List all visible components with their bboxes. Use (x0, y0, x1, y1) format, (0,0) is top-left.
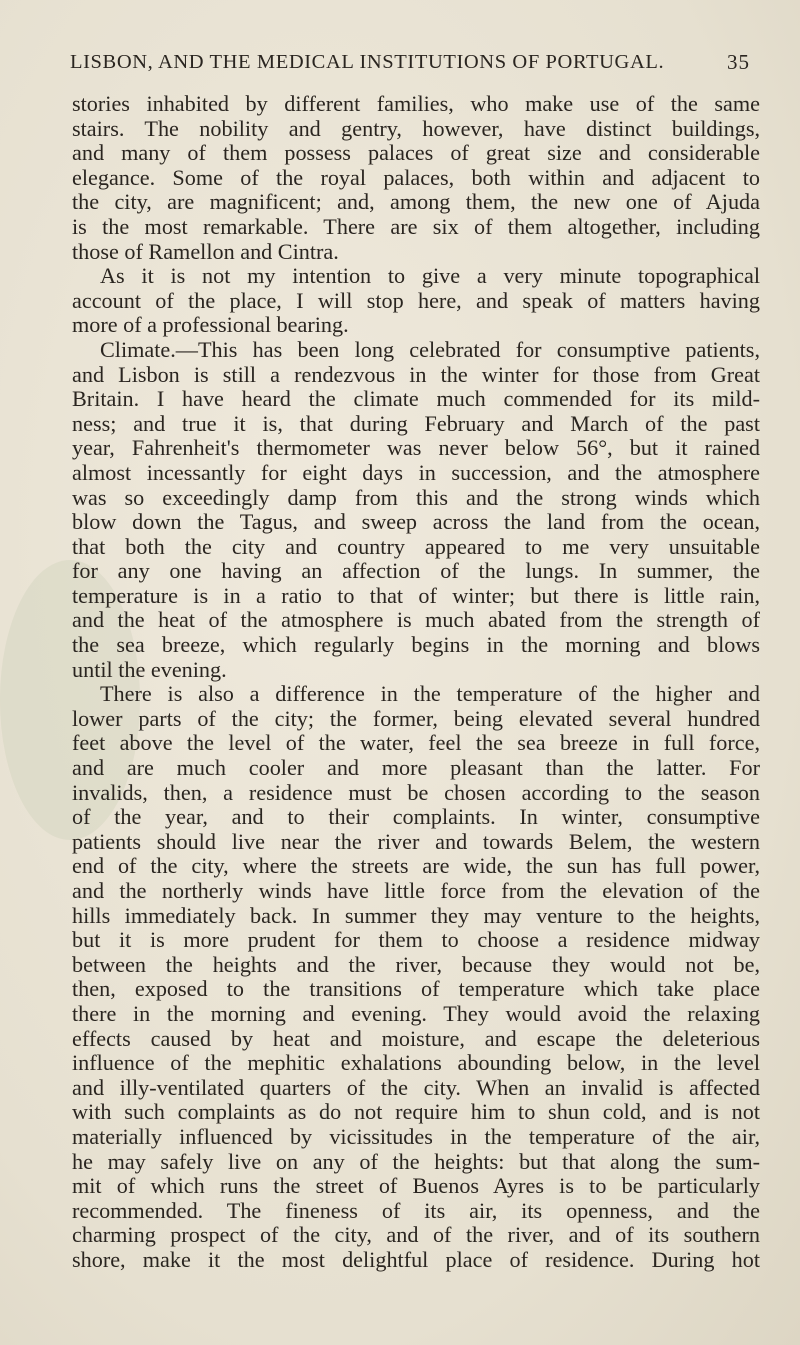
text-line: As it is not my intention to give a very minute topographical (100, 264, 760, 289)
text-line: materially influenced by vicissitudes in the temperature of the air, (72, 1124, 760, 1149)
text-line: patients should live near the river and towards Belem, the western (72, 829, 760, 854)
running-header (70, 44, 750, 80)
text-line: those of Ramellon and Cintra. (72, 239, 339, 264)
text-line: he may safely live on any of the heights: but that along the sum- (72, 1149, 760, 1174)
text-line: the sea breeze, which regularly begins in the morning and blows (72, 633, 760, 658)
text-line: year, Fahrenheit's thermometer was never below 56°, but it rained (72, 436, 760, 461)
text-line: more of a professional bearing. (72, 313, 349, 338)
text-line: influence of the mephitic exhalations abounding below, in the level (72, 1051, 760, 1076)
body-text (72, 92, 760, 1273)
text-line: between the heights and the river, because they would not be, (72, 952, 760, 977)
text-line: effects caused by heat and moisture, and escape the deleterious (72, 1026, 760, 1051)
text-line: the city, are magnificent; and, among them, the new one of Ajuda (72, 190, 760, 215)
text-line: lower parts of the city; the former, being elevated several hundred (72, 706, 760, 731)
text-line: and are much cooler and more pleasant than the latter. For (72, 756, 760, 781)
text-line: stairs. The nobility and gentry, however, have distinct buildings, (72, 116, 760, 141)
text-line: but it is more prudent for them to choose a residence midway (72, 928, 760, 953)
text-line: until the evening. (72, 657, 227, 682)
text-line: of the year, and to their complaints. In winter, consumptive (72, 805, 760, 830)
running-title: LISBON, AND THE MEDICAL INSTITUTIONS OF PORTUGAL. (70, 50, 665, 73)
text-line: invalids, then, a residence must be chosen according to the season (72, 780, 760, 805)
text-line: and illy-ventilated quarters of the city. When an invalid is affected (72, 1075, 760, 1100)
text-line: ness; and true it is, that during February and March of the past (72, 411, 760, 436)
text-line: then, exposed to the transitions of temperature which take place (72, 977, 760, 1002)
text-line: shore, make it the most delightful place of residence. During hot (72, 1247, 760, 1272)
text-line: Britain. I have heard the climate much commended for its mild- (72, 387, 760, 412)
text-line: Climate.—This has been long celebrated for consumptive patients, (100, 337, 760, 362)
text-line: recommended. The fineness of its air, its openness, and the (72, 1198, 760, 1223)
text-line: and many of them possess palaces of great size and considerable (72, 141, 760, 166)
text-line: for any one having an affection of the lungs. In summer, the (72, 559, 760, 584)
text-line: almost incessantly for eight days in succession, and the atmosphere (72, 460, 760, 485)
text-line: and the northerly winds have little force from the elevation of the (72, 879, 760, 903)
text-line: was so exceedingly damp from this and the strong winds which (72, 485, 760, 510)
text-line: and Lisbon is still a rendezvous in the winter for those from Great (72, 362, 760, 387)
text-line: stories inhabited by different families, who make use of the same (72, 92, 760, 116)
page-number: 35 (727, 49, 750, 74)
text-line: There is also a difference in the temperature of the higher and (100, 682, 760, 707)
text-line: mit of which runs the street of Buenos Ayres is to be particularly (72, 1174, 760, 1199)
text-line: feet above the level of the water, feel the sea breeze in full force, (72, 731, 760, 756)
text-line: is the most remarkable. There are six of them altogether, including (72, 214, 760, 239)
text-line: there in the morning and evening. They would avoid the relaxing (72, 1001, 760, 1026)
text-line: hills immediately back. In summer they may venture to the heights, (72, 903, 760, 928)
text-line: charming prospect of the city, and of the river, and of its southern (72, 1223, 760, 1248)
text-line: end of the city, where the streets are wide, the sun has full power, (72, 854, 760, 879)
text-line: account of the place, I will stop here, and speak of matters having (72, 288, 760, 313)
text-line: elegance. Some of the royal palaces, both within and adjacent to (72, 165, 760, 190)
text-line: blow down the Tagus, and sweep across the land from the ocean, (72, 510, 760, 535)
text-line: temperature is in a ratio to that of winter; but there is little rain, (72, 583, 760, 608)
text-line: with such complaints as do not require him to shun cold, and is not (72, 1100, 760, 1125)
text-line: that both the city and country appeared to me very unsuitable (72, 534, 760, 559)
text-line: and the heat of the atmosphere is much abated from the strength of (72, 608, 760, 633)
